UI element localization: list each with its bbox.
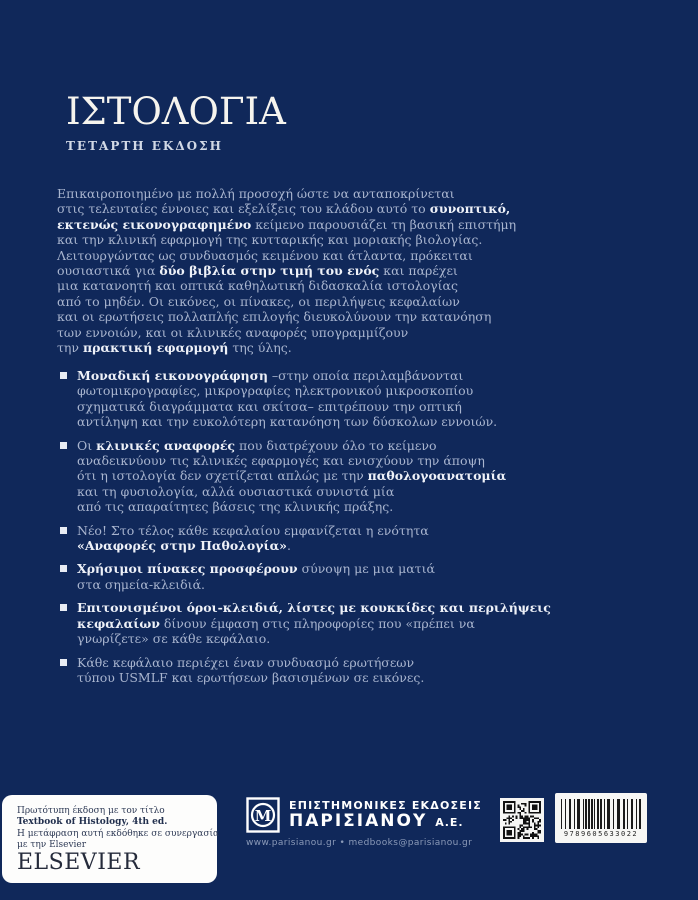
text-line: Textbook of Histology, 4th ed. [17, 817, 168, 828]
bullet-square-icon [60, 527, 67, 534]
text-line: «Αναφορές στην Παθολογία». [77, 538, 291, 554]
text-line: Επιτονισμένοι όροι-κλειδιά, λίστες με κουκκίδες και περιλήψεις [77, 600, 551, 616]
text-line: Κάθε κεφάλαιο περιέχει έναν συνδυασμό ερωτήσεων [77, 654, 415, 670]
feature-item [57, 438, 551, 515]
publisher-name-top: ΕΠΙΣΤΗΜΟΝΙΚΕΣ ΕΚΔΟΣΕΙΣ [289, 799, 482, 812]
text-line: Πρωτότυπη έκδοση με τον τίτλο [17, 806, 165, 816]
publisher-block [246, 797, 482, 833]
text-line: με την Elsevier [17, 840, 87, 851]
feature-item [57, 561, 551, 592]
publisher-name-suffix: Α.Ε. [435, 816, 464, 829]
publisher-names [289, 797, 482, 832]
text-line: από το μηδέν. Οι εικόνες, οι πίνακες, οι περιλήψεις κεφαλαίων [57, 293, 460, 309]
bullet-square-icon [60, 604, 67, 611]
text-line: στα σημεία-κλειδιά. [77, 576, 206, 592]
text-line: φωτομικρογραφίες, μικρογραφίες ηλεκτρονικού μικροσκοπίου [77, 383, 474, 399]
text-line: αναδεικνύουν τις κλινικές εφαρμογές και ενισχύουν την άποψη [77, 453, 485, 469]
text-line: σχηματικά διαγράμματα και σκίτσα– επιτρέπουν την οπτική [77, 398, 462, 414]
intro-paragraph [57, 186, 516, 355]
text-line: Μοναδική εικονογράφηση –στην οποία περιλαμβάνονται [77, 368, 464, 383]
publisher-logo-icon [246, 797, 280, 833]
bullet-square-icon [60, 372, 67, 379]
text-line: και την κλινική εφαρμογή της κυτταρικής και μοριακής βιολογίας. [57, 232, 483, 248]
original-edition-note [17, 806, 220, 852]
text-line: ότι η ιστολογία δεν σχετίζεται απλώς με την παθολογοανατομία [77, 468, 507, 484]
text-line: Λειτουργώντας ως συνδυασμός κειμένου και άτλαντα, πρόκειται [57, 247, 473, 263]
elsevier-logo: ELSEVIER [17, 849, 141, 875]
text-line: και τη φυσιολογία, αλλά ουσιαστικά συνιστά μία [77, 483, 395, 499]
text-line: Χρήσιμοι πίνακες προσφέρουν σύνοψη με μια ματιά [77, 561, 435, 577]
feature-item [57, 655, 551, 686]
elsevier-box [2, 795, 220, 883]
text-line: των εννοιών, και οι κλινικές αναφορές υπογραμμίζουν [57, 324, 409, 340]
text-line: Επικαιροποιημένο με πολλή προσοχή ώστε να ανταποκρίνεται [57, 186, 455, 201]
text-line: και οι ερωτήσεις πολλαπλής επιλογής διευκολύνουν την κατανόηση [57, 309, 492, 325]
barcode [555, 793, 647, 843]
book-title: ΙΣΤΟΛΟΓΙΑ [66, 90, 286, 133]
publisher-name-text: ΠΑΡΙΣΙΑΝΟΥ [289, 811, 428, 831]
publisher-name-main [289, 812, 482, 832]
svg-text:M: M [254, 807, 272, 825]
text-line: εκτενώς εικονογραφημένο κείμενο παρουσιάζει τη βασική επιστήμη [57, 216, 517, 232]
feature-item [57, 600, 551, 646]
title-block [66, 90, 286, 153]
edition-label: ΤΕΤΑΡΤΗ ΕΚΔΟΣΗ [66, 139, 223, 153]
qr-code [500, 798, 544, 842]
barcode-number: 9789605633022 [563, 830, 639, 838]
text-line: μια κατανοητή και οπτικά καθηλωτική διδασκαλία ιστολογίας [57, 278, 458, 294]
text-line: κεφαλαίων δίνουν έμφαση στις πληροφορίες που «πρέπει να [77, 615, 475, 631]
text-line: στις τελευταίες έννοιες και εξελίξεις του κλάδου αυτό το συνοπτικό, [57, 201, 511, 217]
text-line: Οι κλινικές αναφορές που διατρέχουν όλο το κείμενο [77, 437, 437, 453]
text-line: Νέο! Στο τέλος κάθε κεφαλαίου εμφανίζεται η ενότητα [77, 522, 429, 538]
bullet-square-icon [60, 565, 67, 572]
text-line: από τις απαραίτητες βάσεις της κλινικής πράξης. [77, 499, 394, 515]
bullet-square-icon [60, 442, 67, 449]
feature-item [57, 523, 551, 554]
feature-item [57, 368, 551, 430]
text-line: τύπου USMLF και ερωτήσεων βασισμένων σε εικόνες. [77, 669, 425, 685]
barcode-bars [561, 799, 641, 829]
text-line: ουσιαστικά για δύο βιβλία στην τιμή του ενός και παρέχει [57, 263, 458, 279]
feature-list [57, 368, 551, 693]
text-line: γνωρίζετε» σε κάθε κεφάλαιο. [77, 631, 271, 647]
publisher-contact: www.parisianou.gr • medbooks@parisianou.gr [246, 838, 473, 848]
text-line: αντίληψη και την ευκολότερη κατανόηση των δύσκολων εννοιών. [77, 414, 498, 430]
text-line: Η μετάφραση αυτή εκδόθηκε σε συνεργασία [17, 828, 220, 839]
bullet-square-icon [60, 659, 67, 666]
text-line: την πρακτική εφαρμογή της ύλης. [57, 340, 292, 356]
